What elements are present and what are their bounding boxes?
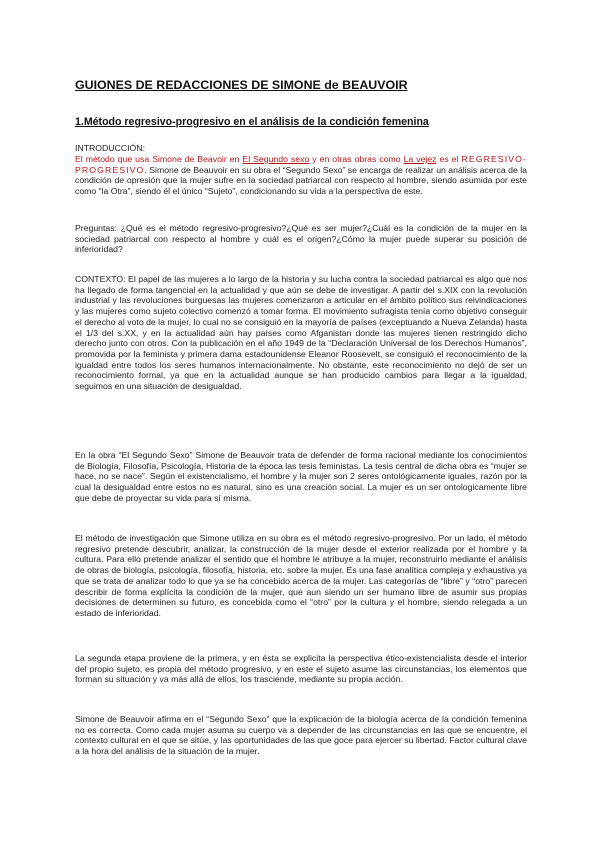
body-paragraph-1: En la obra “El Segundo Sexo” Simone de Beauvoir trata de defender de forma racional mediante los conocimientos de Biología, Filosofía, Psicología, Historia de la época las tesis feministas. La tesis central de dicha obra es “mujer se hace, no se nace”. Según el existencialismo, el hombre y la mujer son 2 seres ontológicamente iguales, razón por la cual la desigualdad entre estos no es natural, sino es una creación social. La mujer es un ser ontologicamente libre que debe de proyectar su vida para sí misma. (75, 450, 527, 503)
intro-paragraph (75, 154, 527, 197)
intro-red-text-1: El método que usa Simone de Beavoir en (75, 154, 243, 164)
intro-red-text-4: . (144, 164, 150, 175)
intro-red-text-3: es el (436, 154, 462, 164)
link-el-segundo-sexo[interactable]: El Segundo sexo (242, 154, 310, 164)
intro-body: Simone de Beauvoir en su obra el “Segundo Sexo” se encarga de realizar un análisis acerca de la condición de opresión que la mujer sufre en la sociedad patriarcal con respecto al hombre, siendo asumida por este como “la Otra”, siendo él el único “Sujeto”, condicionando su vida a la perspectiva de este. (75, 164, 528, 197)
intro-method-name: REGRESIVO-PROGRESIVO (75, 154, 528, 175)
document-title: GUIONES DE REDACCIONES DE SIMONE de BEAUVOIR (75, 78, 408, 92)
intro-label: INTRODUCCIÓN: (75, 143, 145, 153)
body-paragraph-2: El método de investigación que Simone utiliza en su obra es el método regresivo-progresivo. Por un lado, el método regresivo pretende descubrir, analizar, la construcción de la mujer desde el exterior realizada por el hombre y la cultura. Para ello pretende analizar el sentido que el hombre le atribuye a la mujer, reconstruirlo mediante el análisis de obras de biología, psicología, filosofía, historia, etc. sobre la mujer. Es una fase analítica compleja y exhaustiva ya que se trata de analizar todo lo que ya se ha concebido acerca de la mujer. Las categorías de “libre” y “otro” parecen describir de forma explícita la condición de la mujer, que aun siendo un ser humano libre de asumir sus propias decisiones de determinen su futuro, es concebida como el “otro” por la cultura y el hombre, siendo relegada a un estado de inferioridad. (75, 533, 527, 618)
section-heading: 1.Método regresivo-progresivo en el análisis de la condición femenina (75, 116, 429, 128)
body-paragraph-4: Simone de Beauvoir afirma en el “Segundo Sexo” que la explicación de la biología acerca de la condición femenina no es correcta. Como cada mujer asuma su cuerpo va a depender de las circunstancias en las que se encuentre, el contexto cultural en el que se sitúe, y las oportunidades de las que goce para ejercer su libertad. Factor cultural clave a la hora del análisis de la situación de la mujer. (75, 714, 527, 757)
body-paragraph-3: La segunda etapa proviene de la primera, y en ésta se explicita la perspectiva ético-existencialista desde el interior del propio sujeto, es propia del método progresivo, y en este el sujeto asume las circunstancias, los elementos que forman su situación y va más allá de ellos, los trasciende, mediante su propia acción. (75, 653, 527, 685)
intro-red-text-2: y en otras obras como (309, 154, 404, 164)
preguntas-paragraph: Preguntas: ¿Qué es el método regresivo-progresivo?¿Qué es ser mujer?¿Cuál es la condición de la mujer en la sociedad patriarcal con respecto al hombre y cuál es el origen?¿Cómo la mujer puede superar su posición de inferioridad? (75, 223, 527, 255)
contexto-paragraph: CONTEXTO: El papel de las mujeres a lo largo de la historia y su lucha contra la sociedad patriarcal es algo que nos ha llegado de forma tangencial en la actualidad y que aún se debe de investigar. A partir del s.XIX con la revolución industrial y las revoluciones burguesas las mujeres comenzaron a articular en el ámbito político sus reivindicaciones y las mujeres como sujeto colectivo comenzó a tomar forma. El movimiento sufragista tenía como objetivo conseguir el derecho al voto de la mujer, lo cual no se consiguió en la mayoría de países (exceptuando a Nueva Zelanda) hasta el 1/3 del s.XX, y en la actualidad aún hay países como Afganistan donde las mujeres tienen restringido dicho derecho junto con otros. Con la publicación en el año 1949 de la “Declaración Universal de los Derechos Humanos”, promovida por la feminista y primera dama estadounidense Eleanor Roosevelt, se consiguió el reconocimiento de la igualdad entre todos los seres humanos internacionalmente. No obstante, este reconocimiento no dejó de ser un reconocimiento formal, ya que en la actualidad aunque se han producido cambios para llegar a la igualdad, seguimos en una situación de desigualdad. (75, 274, 527, 392)
link-la-vejez[interactable]: La vejez (403, 154, 437, 164)
